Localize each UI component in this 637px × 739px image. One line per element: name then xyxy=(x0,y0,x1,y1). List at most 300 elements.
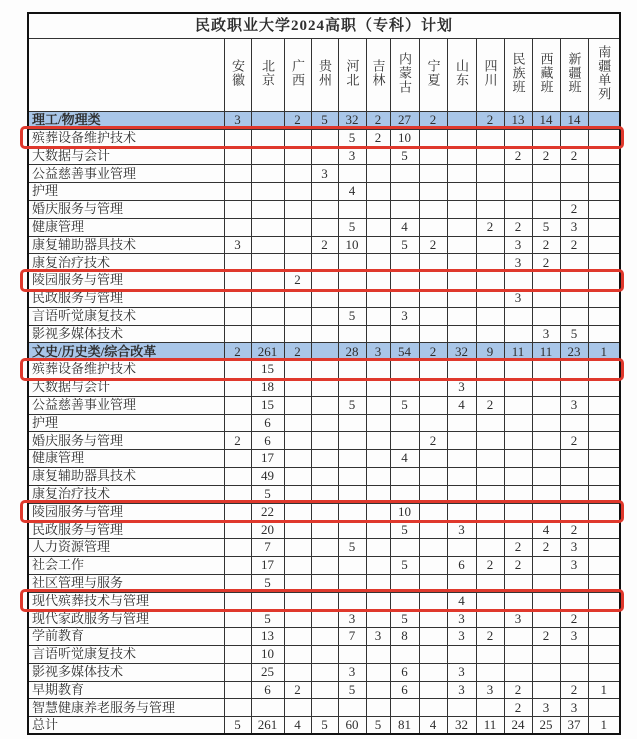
table-row xyxy=(28,129,620,147)
plan-count-cell xyxy=(224,129,251,147)
plan-count-cell xyxy=(476,361,504,379)
plan-count-cell: 2 xyxy=(560,521,588,539)
plan-count-cell: 2 xyxy=(560,432,588,450)
plan-count-cell: 11 xyxy=(532,343,560,361)
plan-count-cell xyxy=(532,610,560,628)
plan-count-cell xyxy=(447,147,476,165)
plan-count-cell xyxy=(504,663,532,681)
plan-count-cell xyxy=(284,325,311,343)
plan-count-cell: 5 xyxy=(251,485,284,503)
table-row xyxy=(28,610,620,628)
table-row xyxy=(28,628,620,646)
plan-count-cell xyxy=(338,325,366,343)
row-label: 殡葬设备维护技术 xyxy=(28,129,224,147)
plan-count-cell xyxy=(588,218,620,236)
plan-count-cell xyxy=(390,165,419,183)
plan-count-cell xyxy=(390,361,419,379)
plan-count-cell xyxy=(311,183,338,201)
plan-count-cell xyxy=(311,396,338,414)
plan-count-cell: 17 xyxy=(251,450,284,468)
plan-count-cell xyxy=(311,699,338,717)
table-row xyxy=(28,645,620,663)
plan-count-cell xyxy=(476,699,504,717)
plan-count-cell xyxy=(284,236,311,254)
table-row xyxy=(28,254,620,272)
plan-count-cell: 17 xyxy=(251,556,284,574)
plan-count-cell xyxy=(560,503,588,521)
column-header-label: 贵州 xyxy=(317,59,332,88)
plan-count-cell xyxy=(447,361,476,379)
plan-count-cell: 5 xyxy=(366,717,390,735)
plan-count-cell xyxy=(366,467,390,485)
plan-count-cell xyxy=(447,218,476,236)
plan-count-cell xyxy=(419,325,447,343)
plan-count-cell: 9 xyxy=(476,343,504,361)
plan-count-cell xyxy=(311,289,338,307)
plan-count-cell xyxy=(419,628,447,646)
plan-count-cell xyxy=(447,485,476,503)
plan-count-cell: 6 xyxy=(390,681,419,699)
plan-count-cell xyxy=(366,432,390,450)
plan-count-cell xyxy=(532,200,560,218)
plan-count-cell: 2 xyxy=(532,539,560,557)
plan-count-cell xyxy=(390,378,419,396)
plan-count-cell xyxy=(560,574,588,592)
plan-count-cell: 5 xyxy=(338,539,366,557)
plan-count-cell: 2 xyxy=(311,236,338,254)
plan-count-cell: 2 xyxy=(504,699,532,717)
plan-count-cell xyxy=(224,378,251,396)
plan-count-cell xyxy=(224,485,251,503)
plan-count-cell: 5 xyxy=(224,717,251,735)
plan-count-cell xyxy=(338,574,366,592)
plan-count-cell xyxy=(366,610,390,628)
plan-count-cell xyxy=(419,485,447,503)
row-label: 社区管理与服务 xyxy=(28,574,224,592)
plan-count-cell xyxy=(419,503,447,521)
plan-count-cell xyxy=(419,521,447,539)
plan-count-cell xyxy=(588,307,620,325)
plan-count-cell: 2 xyxy=(284,681,311,699)
plan-count-cell xyxy=(447,307,476,325)
plan-count-cell xyxy=(447,236,476,254)
plan-count-cell: 10 xyxy=(338,236,366,254)
plan-count-cell xyxy=(390,289,419,307)
plan-count-cell: 5 xyxy=(390,147,419,165)
plan-count-cell: 3 xyxy=(447,378,476,396)
plan-count-cell: 2 xyxy=(504,147,532,165)
plan-count-cell xyxy=(224,628,251,646)
plan-count-cell: 3 xyxy=(366,343,390,361)
plan-count-cell xyxy=(390,254,419,272)
plan-count-cell xyxy=(390,325,419,343)
plan-count-cell: 3 xyxy=(311,165,338,183)
plan-count-cell xyxy=(390,574,419,592)
plan-count-cell xyxy=(532,165,560,183)
plan-count-cell xyxy=(419,378,447,396)
plan-count-cell xyxy=(338,485,366,503)
plan-count-cell xyxy=(224,361,251,379)
plan-count-cell xyxy=(284,699,311,717)
plan-count-cell: 20 xyxy=(251,521,284,539)
plan-count-cell xyxy=(251,165,284,183)
row-label: 婚庆服务与管理 xyxy=(28,432,224,450)
plan-count-cell: 3 xyxy=(447,610,476,628)
row-label: 康复治疗技术 xyxy=(28,254,224,272)
plan-count-cell: 3 xyxy=(447,628,476,646)
plan-count-cell xyxy=(588,450,620,468)
plan-count-cell xyxy=(419,699,447,717)
plan-count-cell: 3 xyxy=(447,681,476,699)
plan-count-cell xyxy=(447,183,476,201)
section-row xyxy=(28,112,620,130)
plan-count-cell xyxy=(476,432,504,450)
plan-count-cell: 6 xyxy=(251,681,284,699)
row-label: 康复辅助器具技术 xyxy=(28,236,224,254)
plan-count-cell: 2 xyxy=(476,396,504,414)
plan-count-cell xyxy=(366,592,390,610)
plan-count-cell xyxy=(476,236,504,254)
plan-count-cell: 3 xyxy=(447,521,476,539)
column-header-label: 吉林 xyxy=(370,59,386,88)
plan-count-cell xyxy=(419,414,447,432)
plan-count-cell xyxy=(588,645,620,663)
row-label: 智慧健康养老服务与管理 xyxy=(28,699,224,717)
plan-count-cell xyxy=(311,254,338,272)
table-row xyxy=(28,556,620,574)
plan-count-cell xyxy=(311,129,338,147)
plan-count-cell xyxy=(390,539,419,557)
plan-count-cell xyxy=(476,378,504,396)
plan-count-cell: 10 xyxy=(390,129,419,147)
plan-count-cell xyxy=(390,467,419,485)
row-label: 社会工作 xyxy=(28,556,224,574)
plan-count-cell xyxy=(338,272,366,290)
plan-count-cell: 6 xyxy=(251,414,284,432)
plan-count-cell xyxy=(366,218,390,236)
plan-count-cell xyxy=(284,432,311,450)
row-label: 文史/历史类/综合改革 xyxy=(28,343,224,361)
plan-count-cell xyxy=(251,699,284,717)
plan-count-cell xyxy=(311,272,338,290)
plan-count-cell xyxy=(366,378,390,396)
plan-count-cell xyxy=(251,289,284,307)
plan-count-cell xyxy=(560,414,588,432)
column-header-label: 安徽 xyxy=(230,59,245,88)
plan-count-cell xyxy=(419,254,447,272)
title-row xyxy=(28,13,620,39)
table-row xyxy=(28,521,620,539)
plan-count-cell: 8 xyxy=(390,628,419,646)
row-label: 公益慈善事业管理 xyxy=(28,165,224,183)
row-label: 人力资源管理 xyxy=(28,539,224,557)
plan-count-cell: 7 xyxy=(251,539,284,557)
plan-count-cell xyxy=(476,521,504,539)
plan-count-cell: 1 xyxy=(588,343,620,361)
column-header-9 xyxy=(447,39,476,112)
enrollment-table xyxy=(27,12,621,735)
row-label: 健康管理 xyxy=(28,450,224,468)
plan-count-cell xyxy=(251,147,284,165)
plan-count-cell xyxy=(560,272,588,290)
plan-count-cell xyxy=(504,129,532,147)
plan-count-cell: 3 xyxy=(504,610,532,628)
plan-count-cell: 2 xyxy=(560,681,588,699)
plan-count-cell xyxy=(338,592,366,610)
plan-count-cell xyxy=(504,325,532,343)
plan-count-cell: 3 xyxy=(476,681,504,699)
plan-count-cell: 14 xyxy=(560,112,588,130)
column-header-12 xyxy=(532,39,560,112)
plan-count-cell xyxy=(532,432,560,450)
plan-count-cell: 3 xyxy=(532,325,560,343)
plan-count-cell xyxy=(447,645,476,663)
plan-count-cell xyxy=(419,539,447,557)
plan-count-cell xyxy=(224,503,251,521)
plan-count-cell xyxy=(390,699,419,717)
plan-count-cell: 6 xyxy=(447,556,476,574)
plan-count-cell xyxy=(419,645,447,663)
plan-count-cell xyxy=(366,414,390,432)
plan-count-cell xyxy=(251,236,284,254)
plan-count-cell: 5 xyxy=(338,218,366,236)
row-label: 大数据与会计 xyxy=(28,147,224,165)
plan-count-cell xyxy=(476,289,504,307)
plan-count-cell xyxy=(284,165,311,183)
plan-count-cell xyxy=(251,218,284,236)
plan-count-cell xyxy=(338,645,366,663)
plan-count-cell xyxy=(284,628,311,646)
plan-count-cell xyxy=(588,432,620,450)
plan-count-cell xyxy=(311,574,338,592)
plan-count-cell xyxy=(476,147,504,165)
plan-count-cell xyxy=(284,485,311,503)
plan-count-cell xyxy=(284,663,311,681)
plan-count-cell xyxy=(504,432,532,450)
row-label: 言语听觉康复技术 xyxy=(28,307,224,325)
plan-count-cell xyxy=(284,147,311,165)
plan-count-cell xyxy=(366,681,390,699)
plan-count-cell xyxy=(588,556,620,574)
plan-count-cell xyxy=(224,218,251,236)
plan-count-cell xyxy=(284,539,311,557)
column-header-6 xyxy=(366,39,390,112)
plan-count-cell xyxy=(284,289,311,307)
row-label: 现代殡葬技术与管理 xyxy=(28,592,224,610)
table-row xyxy=(28,485,620,503)
plan-count-cell: 2 xyxy=(504,556,532,574)
plan-count-cell xyxy=(366,165,390,183)
table-row xyxy=(28,272,620,290)
plan-count-cell: 2 xyxy=(504,539,532,557)
column-header-14 xyxy=(588,39,620,112)
plan-count-cell xyxy=(504,378,532,396)
plan-count-cell: 2 xyxy=(419,343,447,361)
plan-count-cell xyxy=(338,432,366,450)
plan-count-cell xyxy=(284,503,311,521)
section-row xyxy=(28,343,620,361)
plan-count-cell xyxy=(366,556,390,574)
plan-count-cell: 2 xyxy=(532,236,560,254)
row-label: 陵园服务与管理 xyxy=(28,503,224,521)
plan-count-cell xyxy=(504,200,532,218)
column-header-label: 民族班 xyxy=(510,52,526,95)
plan-count-cell xyxy=(560,307,588,325)
plan-count-cell: 15 xyxy=(251,396,284,414)
plan-count-cell xyxy=(419,556,447,574)
plan-count-cell: 2 xyxy=(532,254,560,272)
plan-count-cell xyxy=(447,129,476,147)
plan-count-cell: 60 xyxy=(338,717,366,735)
plan-count-cell xyxy=(419,165,447,183)
plan-count-cell xyxy=(251,325,284,343)
plan-count-cell xyxy=(366,307,390,325)
row-label: 殡葬设备维护技术 xyxy=(28,361,224,379)
plan-count-cell xyxy=(504,628,532,646)
plan-count-cell: 5 xyxy=(390,521,419,539)
plan-count-cell xyxy=(419,307,447,325)
plan-count-cell: 5 xyxy=(560,325,588,343)
plan-count-cell xyxy=(419,147,447,165)
plan-count-cell xyxy=(588,378,620,396)
plan-count-cell xyxy=(419,200,447,218)
plan-count-cell: 3 xyxy=(338,663,366,681)
plan-count-cell xyxy=(447,503,476,521)
plan-count-cell xyxy=(588,236,620,254)
header-row xyxy=(28,39,620,112)
plan-count-cell: 4 xyxy=(284,717,311,735)
plan-count-cell xyxy=(560,485,588,503)
plan-count-cell xyxy=(476,414,504,432)
plan-count-cell xyxy=(390,485,419,503)
plan-count-cell: 2 xyxy=(504,681,532,699)
plan-count-cell: 4 xyxy=(447,396,476,414)
plan-count-cell xyxy=(311,378,338,396)
plan-count-cell xyxy=(560,378,588,396)
plan-count-cell xyxy=(224,467,251,485)
plan-count-cell xyxy=(419,129,447,147)
plan-count-cell xyxy=(338,521,366,539)
plan-count-cell xyxy=(366,663,390,681)
plan-count-cell: 2 xyxy=(476,112,504,130)
table-row xyxy=(28,165,620,183)
plan-count-cell xyxy=(251,129,284,147)
plan-count-cell xyxy=(251,183,284,201)
plan-count-cell: 2 xyxy=(366,112,390,130)
plan-count-cell xyxy=(284,361,311,379)
plan-count-cell xyxy=(532,289,560,307)
plan-count-cell xyxy=(588,147,620,165)
plan-count-cell: 32 xyxy=(447,343,476,361)
plan-count-cell xyxy=(390,200,419,218)
plan-count-cell xyxy=(224,165,251,183)
plan-count-cell xyxy=(560,289,588,307)
plan-count-cell xyxy=(476,254,504,272)
plan-count-cell xyxy=(588,467,620,485)
plan-count-cell xyxy=(476,165,504,183)
plan-count-cell xyxy=(311,307,338,325)
plan-count-cell xyxy=(251,307,284,325)
plan-count-cell: 28 xyxy=(338,343,366,361)
plan-count-cell: 3 xyxy=(504,236,532,254)
plan-count-cell xyxy=(476,539,504,557)
row-label: 学前教育 xyxy=(28,628,224,646)
plan-count-cell xyxy=(224,396,251,414)
plan-count-cell xyxy=(366,361,390,379)
row-label: 总计 xyxy=(28,717,224,735)
plan-count-cell xyxy=(224,681,251,699)
row-label: 言语听觉康复技术 xyxy=(28,645,224,663)
plan-count-cell xyxy=(447,699,476,717)
plan-count-cell xyxy=(224,147,251,165)
plan-count-cell: 37 xyxy=(560,717,588,735)
plan-count-cell xyxy=(311,450,338,468)
plan-count-cell xyxy=(366,539,390,557)
plan-count-cell: 6 xyxy=(390,663,419,681)
plan-count-cell xyxy=(338,556,366,574)
column-header-label: 山东 xyxy=(454,59,469,88)
plan-count-cell xyxy=(224,539,251,557)
plan-count-cell xyxy=(311,663,338,681)
plan-count-cell xyxy=(476,467,504,485)
column-header-7 xyxy=(390,39,419,112)
plan-count-cell xyxy=(284,645,311,663)
plan-count-cell xyxy=(284,556,311,574)
plan-count-cell xyxy=(366,200,390,218)
plan-count-cell xyxy=(560,165,588,183)
plan-count-cell xyxy=(504,450,532,468)
plan-count-cell: 5 xyxy=(390,556,419,574)
plan-count-cell xyxy=(224,183,251,201)
plan-count-cell xyxy=(532,378,560,396)
plan-count-cell: 3 xyxy=(366,628,390,646)
row-label: 影视多媒体技术 xyxy=(28,325,224,343)
plan-count-cell xyxy=(560,254,588,272)
plan-count-cell: 1 xyxy=(588,717,620,735)
plan-count-cell: 5 xyxy=(532,218,560,236)
plan-count-cell: 4 xyxy=(390,218,419,236)
plan-count-cell xyxy=(532,396,560,414)
plan-count-cell xyxy=(224,574,251,592)
plan-count-cell: 261 xyxy=(251,343,284,361)
plan-count-cell: 5 xyxy=(251,610,284,628)
table-row xyxy=(28,236,620,254)
row-label: 护理 xyxy=(28,183,224,201)
table-row xyxy=(28,414,620,432)
plan-count-cell xyxy=(588,272,620,290)
plan-count-cell: 4 xyxy=(419,717,447,735)
plan-count-cell xyxy=(476,592,504,610)
table-title: 民政职业大学2024高职（专科）计划 xyxy=(28,13,620,39)
plan-count-cell xyxy=(447,574,476,592)
plan-count-cell xyxy=(447,289,476,307)
plan-count-cell xyxy=(476,272,504,290)
plan-count-cell: 5 xyxy=(251,574,284,592)
plan-count-cell xyxy=(366,147,390,165)
table-row xyxy=(28,467,620,485)
plan-count-cell: 32 xyxy=(338,112,366,130)
plan-count-cell xyxy=(224,289,251,307)
plan-count-cell xyxy=(504,414,532,432)
column-header-13 xyxy=(560,39,588,112)
plan-count-cell xyxy=(504,503,532,521)
plan-count-cell: 2 xyxy=(476,218,504,236)
plan-count-cell xyxy=(532,361,560,379)
plan-count-cell xyxy=(447,450,476,468)
plan-count-cell xyxy=(588,521,620,539)
plan-count-cell: 3 xyxy=(560,628,588,646)
column-header-label: 新疆班 xyxy=(566,52,582,95)
